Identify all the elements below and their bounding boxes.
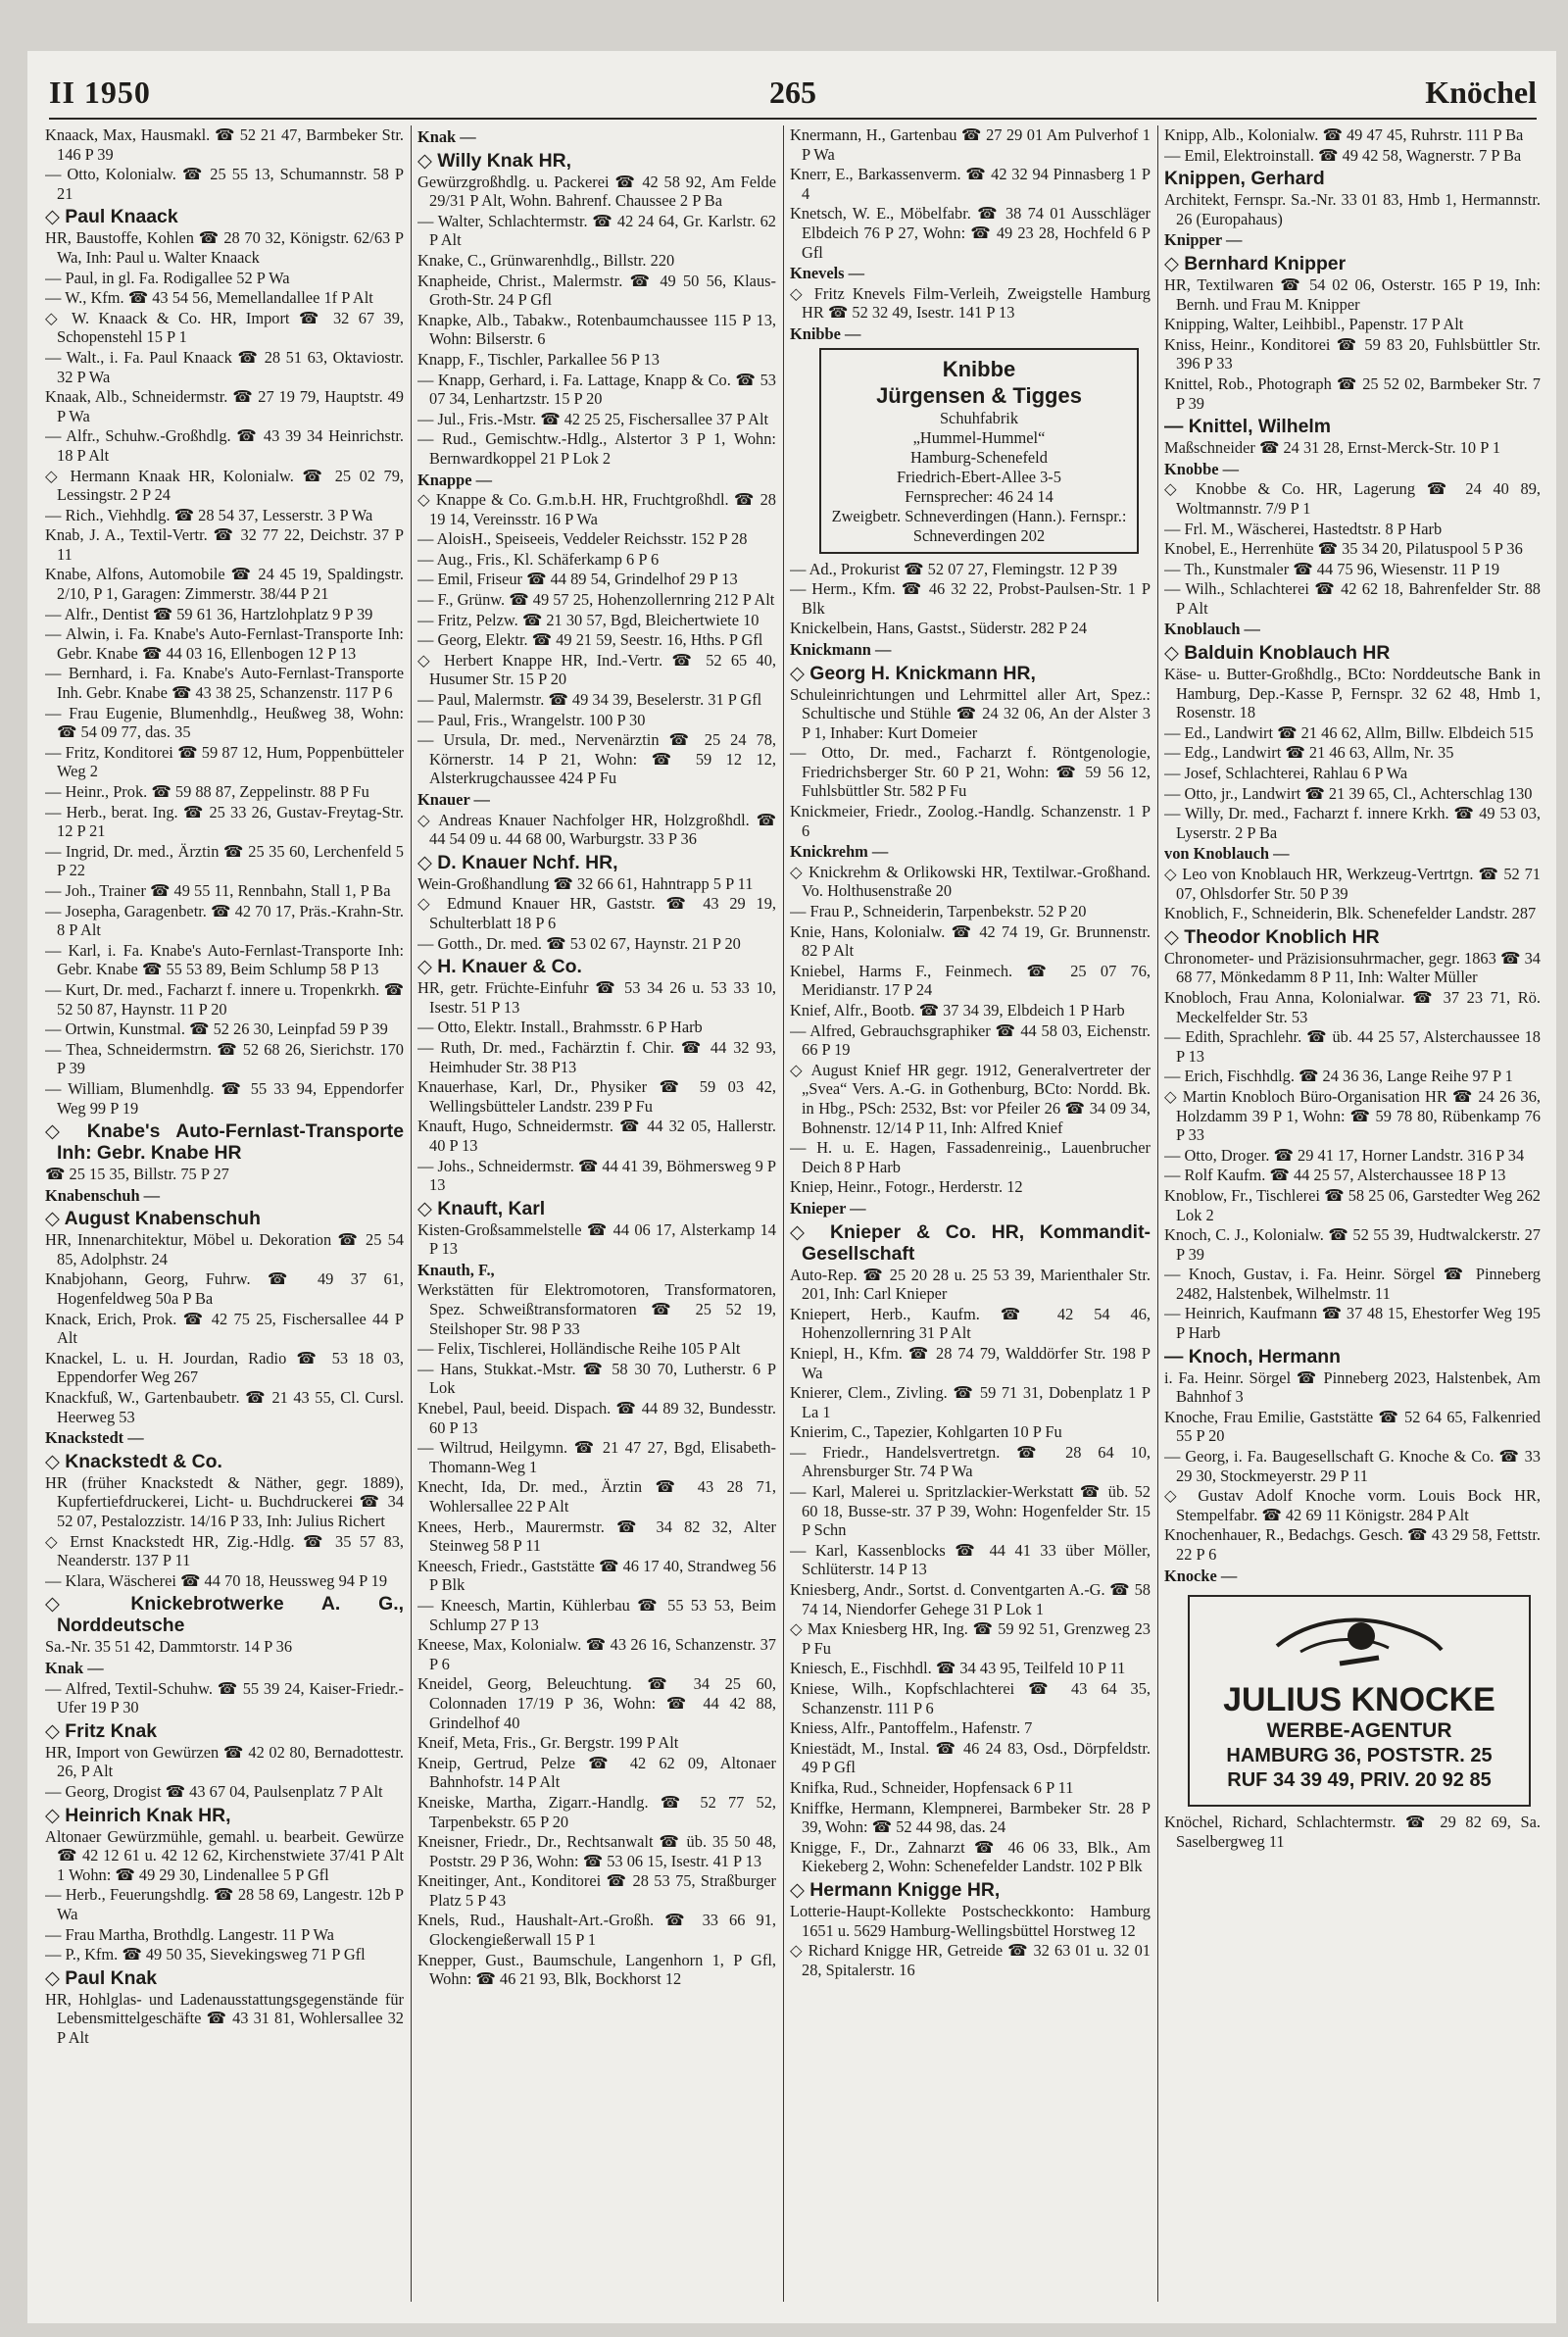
ad-line: Knibbe [942,356,1016,381]
directory-entry: — Knoch, Gustav, i. Fa. Heinr. Sörgel ☎ Pinneberg 2482, Halstenbek, Wilhelmstr. 11 [1164,1265,1541,1303]
directory-entry: — Paul, Fris., Wrangelstr. 100 P 30 [417,710,646,729]
bold-listing: ◇ H. Knauer & Co. [417,956,582,978]
directory-entry: — Wilh., Schlachterei ☎ 42 62 18, Bahrenfelder Str. 88 P Alt [1164,579,1541,618]
directory-entry: Knabjohann, Georg, Fuhrw. ☎ 49 37 61, Hogenfeldweg 50a P Ba [45,1269,404,1309]
directory-entry: ☎ 25 15 35, Billstr. 75 P 27 [45,1165,229,1184]
directory-entry: Kneidel, Georg, Beleuchtung. ☎ 34 25 60, Colonnaden 17/19 P 36, Wohn: ☎ 44 42 88, Grindelhof 40 [417,1674,776,1732]
directory-entry: Knab, J. A., Textil-Vertr. ☎ 32 77 22, Deichstr. 37 P 11 [45,525,404,564]
directory-entry: Kneisner, Friedr., Dr., Rechtsanwalt ☎ üb. 35 50 48, Poststr. 29 P 36, Wohn: ☎ 53 06 15, Isestr. 41 P 13 [417,1832,776,1870]
directory-entry: Wein-Großhandlung ☎ 32 66 61, Hahntrapp 5 P 11 [417,873,754,893]
directory-entry: — Felix, Tischlerei, Holländische Reihe 105 P Alt [417,1339,741,1359]
directory-entry: — Johs., Schneidermstr. ☎ 44 41 39, Böhmersweg 9 P 13 [417,1156,776,1195]
directory-entry: — Kurt, Dr. med., Facharzt f. innere u. Tropenkrkh. ☎ 52 50 87, Haynstr. 11 P 20 [45,979,404,1019]
directory-entry: Auto-Rep. ☎ 25 20 28 u. 25 53 39, Marienthaler Str. 201, Inh: Carl Knieper [790,1265,1151,1304]
surname-heading: Knauth, F., [417,1260,495,1279]
surname-heading: Knocke — [1164,1566,1238,1585]
bold-listing: ◇ Knackstedt & Co. [45,1450,222,1472]
directory-entry: — Wiltrud, Heilgymn. ☎ 21 47 27, Bgd, Elisabeth-Thomann-Weg 1 [417,1438,776,1476]
page-header [49,73,1537,120]
directory-entry: Kneese, Max, Kolonialw. ☎ 43 26 16, Schanzenstr. 37 P 6 [417,1635,776,1673]
bold-listing: ◇ Knieper & Co. HR, Kommandit-Gesellschaft [790,1220,1151,1265]
directory-entry: — H. u. E. Hagen, Fassadenreinig., Lauenbrucher Deich 8 P Harb [790,1138,1151,1176]
directory-entry: HR, getr. Früchte-Einfuhr ☎ 53 34 26 u. 53 33 10, Isestr. 51 P 13 [417,978,776,1017]
directory-entry: — Rolf Kaufm. ☎ 44 25 57, Alsterchaussee 18 P 13 [1164,1166,1506,1185]
directory-entry: Käse- u. Butter-Großhdlg., BCto: Norddeutsche Bank in Hamburg, Dep.-Kasse P, Fernspr. 32 62 48, Hmb 1, Rosenstr. 18 [1164,665,1541,722]
bold-listing: — Knittel, Wilhelm [1164,416,1332,438]
directory-entry: — Georg, Drogist ☎ 43 67 04, Paulsenplatz 7 P Alt [45,1781,383,1801]
directory-entry: ◇ Knickrehm & Orlikowski HR, Textilwar.-Großhand. Vo. Holthusenstraße 20 [790,862,1151,901]
ad-line: Jürgensen & Tigges [876,382,1082,408]
directory-entry: — Joh., Trainer ☎ 49 55 11, Rennbahn, Stall 1, P Ba [45,880,391,900]
directory-entry: Schuleinrichtungen und Lehrmittel aller Art, Spez.: Schultische und Stühle ☎ 24 32 06, An der Alster 3 P 1, Inhaber: Kurt Domeier [790,684,1151,742]
directory-entry: — Otto, Droger. ☎ 29 41 17, Horner Landstr. 316 P 34 [1164,1145,1525,1165]
directory-entry: — Ursula, Dr. med., Nervenärztin ☎ 25 24 78, Körnerstr. 14 P 21, Wohn: ☎ 59 12 12, Alsterkrugchaussee 424 P Fu [417,730,776,788]
directory-entry: HR, Baustoffe, Kohlen ☎ 28 70 32, Königstr. 62/63 P Wa, Inh: Paul u. Walter Knaack [45,228,404,267]
directory-entry: — Ed., Landwirt ☎ 21 46 62, Allm, Billw. Elbdeich 515 [1164,722,1534,742]
directory-entry: — Klara, Wäscherei ☎ 44 70 18, Heussweg 94 P 19 [45,1570,388,1590]
directory-entry: Knipping, Walter, Leihbibl., Papenstr. 17 P Alt [1164,315,1464,334]
directory-entry: — Bernhard, i. Fa. Knabe's Auto-Fernlast-Transporte Inh. Gebr. Knabe ☎ 43 38 25, Schanzenstr. 117 P 6 [45,664,404,703]
directory-entry: Kniess, Alfr., Pantoffelm., Hafenstr. 7 [790,1718,1033,1738]
bold-listing: ◇ August Knabenschuh [45,1208,261,1230]
directory-entry: ◇ Leo von Knoblauch HR, Werkzeug-Vertrtgn. ☎ 52 71 07, Ohlsdorfer Str. 50 P 39 [1164,865,1541,903]
directory-entry: Kneif, Meta, Fris., Gr. Bergstr. 199 P Alt [417,1733,679,1753]
directory-entry: Kniss, Heinr., Konditorei ☎ 59 83 20, Fuhlsbüttler Str. 396 P 33 [1164,334,1541,373]
bold-listing: ◇ Heinrich Knak HR, [45,1804,231,1826]
directory-entry: Knoch, C. J., Kolonialw. ☎ 52 55 39, Hudtwalckerstr. 27 P 39 [1164,1225,1541,1264]
bold-listing: ◇ Georg H. Knickmann HR, [790,662,1036,684]
directory-entry: — Erich, Fischhdlg. ☎ 24 36 36, Lange Reihe 97 P 1 [1164,1067,1513,1086]
ad-line: JULIUS KNOCKE [1223,1681,1495,1719]
ad-line: Hamburg-Schenefeld [910,447,1048,467]
bold-listing: ◇ Balduin Knoblauch HR [1164,642,1391,665]
directory-entry: Knierim, C., Tapezier, Kohlgarten 10 P Fu [790,1422,1062,1442]
directory-entry: — Alfr., Dentist ☎ 59 61 36, Hartzlohplatz 9 P 39 [45,604,373,623]
directory-entry: Sa.-Nr. 35 51 42, Dammtorstr. 14 P 36 [45,1637,293,1657]
directory-entry: Knipp, Alb., Kolonialw. ☎ 49 47 45, Ruhrstr. 111 P Ba [1164,125,1524,144]
directory-entry: Lotterie-Haupt-Kollekte Postscheckkonto: Hamburg 1651 u. 5629 Hamburg-Wellingsbüttel Horstweg 12 [790,1901,1151,1940]
directory-entry: Knobloch, Frau Anna, Kolonialwar. ☎ 37 23 71, Rö. Meckelfelder Str. 53 [1164,987,1541,1026]
directory-entry: Kisten-Großsammelstelle ☎ 44 06 17, Alsterkamp 14 P 13 [417,1219,776,1259]
directory-entry: HR, Hohlglas- und Ladenausstattungsgegenstände für Lebensmittelgeschäfte ☎ 43 31 81, Wohlersallee 32 P Alt [45,1989,404,2047]
knocke-advertisement [1188,1595,1531,1807]
bold-listing: Knippen, Gerhard [1164,168,1325,190]
directory-entry: — Otto, Elektr. Install., Brahmsstr. 6 P Harb [417,1018,703,1037]
directory-entry: — Friedr., Handelsvertretgn. ☎ 28 64 10, Ahrensburger Str. 74 P Wa [790,1442,1151,1481]
directory-entry: — Aug., Fris., Kl. Schäferkamp 6 P 6 [417,549,660,569]
directory-entry: — Emil, Friseur ☎ 44 89 54, Grindelhof 29 P 13 [417,570,738,589]
directory-entry: Knermann, H., Gartenbau ☎ 27 29 01 Am Pulverhof 1 P Wa [790,125,1151,164]
directory-entry: Knerr, E., Barkassenverm. ☎ 42 32 94 Pinnasberg 1 P 4 [790,165,1151,203]
directory-entry: Knigge, F., Dr., Zahnarzt ☎ 46 06 33, Blk., Am Kiekeberg 2, Wohn: Schenefelder Landstr. 102 P Blk [790,1837,1151,1876]
bold-listing: ◇ Knauft, Karl [417,1197,546,1219]
surname-heading: Knauer — [417,790,490,809]
directory-entry: Knobel, E., Herrenhüte ☎ 35 34 20, Pilatuspool 5 P 36 [1164,539,1523,559]
columns-area [45,125,1541,2312]
column-2 [417,125,776,2302]
directory-entry: ◇ Edmund Knauer HR, Gaststr. ☎ 43 29 19, Schulterblatt 18 P 6 [417,894,776,932]
surname-heading: Knak — [417,127,476,146]
column-divider [411,125,412,2302]
directory-entry: Kniffke, Hermann, Klempnerei, Barmbeker Str. 28 P 39, Wohn: ☎ 52 44 98, das. 24 [790,1798,1151,1837]
directory-entry: — Frau P., Schneiderin, Tarpenbekstr. 52 P 20 [790,902,1087,921]
directory-entry: — AloisH., Speiseeis, Veddeler Reichsstr. 152 P 28 [417,529,748,549]
directory-entry: ◇ Knobbe & Co. HR, Lagerung ☎ 24 40 89, Woltmannstr. 7/9 P 1 [1164,479,1541,518]
directory-entry: ◇ Gustav Adolf Knoche vorm. Louis Bock HR, Stempelfabr. ☎ 42 69 11 Königstr. 284 P Alt [1164,1486,1541,1524]
directory-entry: Knackfuß, W., Gartenbaubetr. ☎ 21 43 55, Cl. Cursl. Heerweg 53 [45,1388,404,1426]
ad-line: Schuhfabrik [939,408,1019,427]
directory-entry: — Karl, Malerei u. Spritzlackier-Werkstatt ☎ üb. 52 60 18, Busse-str. 37 P 39, Wohn: Hogenfelder Str. 15 P Schn [790,1482,1151,1540]
bold-listing: ◇ Theodor Knoblich HR [1164,925,1380,948]
directory-entry: ◇ Richard Knigge HR, Getreide ☎ 32 63 01 u. 32 01 28, Spitalerstr. 16 [790,1941,1151,1979]
directory-entry: — Alfred, Textil-Schuhw. ☎ 55 39 24, Kaiser-Friedr.-Ufer 19 P 30 [45,1678,404,1717]
directory-entry: Knaack, Max, Hausmakl. ☎ 52 21 47, Barmbeker Str. 146 P 39 [45,125,404,164]
directory-entry: Knack, Erich, Prok. ☎ 42 75 25, Fischersallee 44 P Alt [45,1309,404,1348]
column-3 [790,125,1151,2302]
directory-entry: — Jul., Fris.-Mstr. ☎ 42 25 25, Fischersallee 37 P Alt [417,409,769,428]
directory-entry: Knabe, Alfons, Automobile ☎ 24 45 19, Spaldingstr. 2/10, P 1, Garagen: Zimmerstr. 38/44 P 21 [45,565,404,604]
directory-entry: — Alfred, Gebrauchsgraphiker ☎ 44 58 03, Eichenstr. 66 P 19 [790,1020,1151,1060]
directory-entry: — Josef, Schlachterei, Rahlau 6 P Wa [1164,764,1408,783]
directory-entry: — Frau Eugenie, Blumenhdlg., Heußweg 38, Wohn: ☎ 54 09 77, das. 35 [45,703,404,742]
directory-entry: Knetsch, W. E., Möbelfabr. ☎ 38 74 01 Ausschläger Elbdeich 76 P 27, Wohn: ☎ 49 23 28, Hochfeld 6 P Gfl [790,204,1151,262]
directory-entry: — Josepha, Garagenbetr. ☎ 42 70 17, Präs.-Krahn-Str. 8 P Alt [45,901,404,940]
directory-entry: Kniesch, E., Fischhdl. ☎ 34 43 95, Teilfeld 10 P 11 [790,1659,1126,1678]
ad-line: WERBE-AGENTUR [1266,1719,1452,1743]
directory-entry: — Paul, Malermstr. ☎ 49 34 39, Beselerstr. 31 P Gfl [417,690,762,710]
directory-entry: Kniese, Wilh., Kopfschlachterei ☎ 43 64 35, Schanzenstr. 111 P 6 [790,1679,1151,1717]
directory-entry: Knierer, Clem., Zivling. ☎ 59 71 31, Dobenplatz 1 P La 1 [790,1383,1151,1421]
directory-entry: Knickmeier, Friedr., Zoolog.-Handlg. Schanzenstr. 1 P 6 [790,802,1151,840]
ad-line: Friedrich-Ebert-Allee 3-5 [897,467,1061,486]
directory-entry: Werkstätten für Elektromotoren, Transformatoren, Spez. Schweißtransformatoren ☎ 25 52 19, Steilshoper Str. 98 P 33 [417,1280,776,1338]
directory-entry: — Heinrich, Kaufmann ☎ 37 48 15, Ehestorfer Weg 195 P Harb [1164,1304,1541,1343]
directory-entry: ◇ Ernst Knackstedt HR, Zig.-Hdlg. ☎ 35 57 83, Neanderstr. 137 P 11 [45,1531,404,1570]
directory-entry: Knie, Hans, Kolonialw. ☎ 42 74 19, Gr. Brunnenstr. 82 P Alt [790,921,1151,961]
ad-line: „Hummel-Hummel“ [912,427,1046,447]
directory-entry: Kneesch, Friedr., Gaststätte ☎ 46 17 40, Strandweg 56 P Blk [417,1556,776,1595]
surname-heading: Knoblauch — [1164,620,1260,639]
directory-entry: — Otto, Kolonialw. ☎ 25 55 13, Schumannstr. 58 P 21 [45,165,404,203]
directory-entry: i. Fa. Heinr. Sörgel ☎ Pinneberg 2023, Halstenbek, Am Bahnhof 3 [1164,1367,1541,1407]
directory-entry: — Fritz, Konditorei ☎ 59 87 12, Hum, Poppenbütteler Weg 2 [45,742,404,781]
directory-entry: Gewürzgroßhdlg. u. Packerei ☎ 42 58 92, Am Felde 29/31 P Alt, Wohn. Bahrenf. Chaussee 2 P Ba [417,172,776,211]
directory-entry: HR (früher Knackstedt & Näther, gegr. 1889), Kupfertiefdruckerei, Licht- u. Buchdruckerei ☎ 34 52 07, Pestalozzistr. 14/16 P 33, Inh: Julius Richert [45,1472,404,1530]
volume-year: II 1950 [49,75,151,110]
boxed-advertisement [819,348,1139,554]
directory-entry: — William, Blumenhdlg. ☎ 55 33 94, Eppendorfer Weg 99 P 19 [45,1078,404,1118]
column-4 [1164,125,1541,2302]
directory-entry: — Rich., Viehhdlg. ☎ 28 54 37, Lesserstr. 3 P Wa [45,505,373,524]
column-1 [45,125,404,2302]
directory-entry: Knels, Rud., Haushalt-Art.-Großh. ☎ 33 66 91, Glockengießerwall 15 P 1 [417,1911,776,1950]
directory-entry: Knöchel, Richard, Schlachtermstr. ☎ 29 82 69, Sa. Saselbergweg 11 [1164,1813,1541,1851]
directory-entry: Knebel, Paul, beeid. Dispach. ☎ 44 89 32, Bundesstr. 60 P 13 [417,1399,776,1437]
surname-heading: Knobbe — [1164,459,1240,478]
directory-entry: Kneitinger, Ant., Konditorei ☎ 28 53 75, Straßburger Platz 5 P 43 [417,1871,776,1910]
directory-page [27,51,1556,2323]
surname-heading: Knak — [45,1658,104,1677]
directory-entry: ◇ Herbert Knappe HR, Ind.-Vertr. ☎ 52 65 40, Husumer Str. 15 P 20 [417,650,776,689]
directory-entry: HR, Import von Gewürzen ☎ 42 02 80, Bernadottestr. 26, P Alt [45,1742,404,1781]
directory-entry: — Hans, Stukkat.-Mstr. ☎ 58 30 70, Lutherstr. 6 P Lok [417,1359,776,1398]
directory-entry: Knake, C., Grünwarenhdlg., Billstr. 220 [417,250,675,270]
surname-heading: Knappe — [417,470,493,489]
directory-entry: Knittel, Rob., Photograph ☎ 25 52 02, Barmbeker Str. 7 P 39 [1164,373,1541,413]
directory-entry: — Edith, Sprachlehr. ☎ üb. 44 25 57, Alsterchaussee 18 P 13 [1164,1027,1541,1066]
directory-entry: — Emil, Elektroinstall. ☎ 49 42 58, Wagnerstr. 7 P Ba [1164,145,1522,165]
directory-entry: — Walter, Schlachtermstr. ☎ 42 24 64, Gr. Karlstr. 62 P Alt [417,211,776,250]
directory-entry: ◇ Andreas Knauer Nachfolger HR, Holzgroßhdl. ☎ 44 54 09 u. 44 68 00, Warburgstr. 33 P 36 [417,810,776,849]
directory-entry: Knauft, Hugo, Schneidermstr. ☎ 44 32 05, Hallerstr. 40 P 13 [417,1117,776,1155]
bold-listing: — Knoch, Hermann [1164,1345,1341,1367]
directory-entry: — Ingrid, Dr. med., Ärztin ☎ 25 35 60, Lerchenfeld 5 P 22 [45,841,404,880]
sign-writer-hand-icon [1271,1607,1447,1675]
directory-entry: Knifka, Rud., Schneider, Hopfensack 6 P 11 [790,1777,1074,1797]
directory-entry: — Herb., Feuerungshdlg. ☎ 28 58 69, Langestr. 12b P Wa [45,1885,404,1923]
surname-heading: Knickrehm — [790,842,889,862]
directory-entry: Knapp, F., Tischler, Parkallee 56 P 13 [417,349,660,369]
directory-entry: ◇ Martin Knobloch Büro-Organisation HR ☎ 24 26 36, Holzdamm 39 P 1, Wohn: ☎ 59 78 80, Rübenkamp 76 P 33 [1164,1086,1541,1145]
surname-heading: Knevels — [790,264,865,283]
directory-entry: — Karl, i. Fa. Knabe's Auto-Fernlast-Transporte Inh: Gebr. Knabe ☎ 55 53 89, Beim Schlump 58 P 13 [45,940,404,979]
bold-listing: ◇ Hermann Knigge HR, [790,1878,1001,1901]
directory-entry: Knaak, Alb., Schneidermstr. ☎ 27 19 79, Hauptstr. 49 P Wa [45,387,404,425]
bold-listing: ◇ Fritz Knak [45,1719,158,1742]
directory-entry: Knoblich, F., Schneiderin, Blk. Schenefelder Landstr. 287 [1164,904,1537,923]
directory-entry: ◇ August Knief HR gegr. 1912, Generalvertreter der „Svea“ Vers. A.-G. in Gothenburg, BCto: Nordd. Bk. in Hbg., PSch: 2532, Bst: vor Pfeiler 26 ☎ 34 09 34, Bohnenstr. 12/14 P 11, Inh: Alfred Knief [790,1060,1151,1137]
running-head: Knöchel [1425,75,1537,110]
bold-listing: ◇ Willy Knak HR, [417,149,571,172]
directory-entry: — Herb., berat. Ing. ☎ 25 33 26, Gustav-Freytag-Str. 12 P 21 [45,802,404,841]
directory-entry: Knickelbein, Hans, Gastst., Süderstr. 282 P 24 [790,619,1088,638]
ad-line: Zweigbetr. Schneverdingen (Hann.). Fernspr.: Schneverdingen 202 [831,506,1127,545]
directory-entry: HR, Innenarchitektur, Möbel u. Dekoration ☎ 25 54 85, Adolphstr. 24 [45,1230,404,1268]
directory-entry: — Edg., Landwirt ☎ 21 46 63, Allm, Nr. 35 [1164,743,1454,763]
directory-entry: Maßschneider ☎ 24 31 28, Ernst-Merck-Str. 10 P 1 [1164,438,1501,458]
directory-entry: — P., Kfm. ☎ 49 50 35, Sievekingsweg 71 P Gfl [45,1945,366,1964]
directory-entry: Chronometer- und Präzisionsuhrmacher, gegr. 1863 ☎ 34 68 77, Mönkedamm 8 P 11, Inh: Walter Müller [1164,948,1541,987]
directory-entry: Architekt, Fernspr. Sa.-Nr. 33 01 83, Hmb 1, Hermannstr. 26 (Europahaus) [1164,190,1541,228]
directory-entry: — Ad., Prokurist ☎ 52 07 27, Flemingstr. 12 P 39 [790,559,1117,578]
directory-entry: — Alfr., Schuhw.-Großhdlg. ☎ 43 39 34 Heinrichstr. 18 P Alt [45,426,404,465]
directory-entry: — Willy, Dr. med., Facharzt f. innere Krkh. ☎ 49 53 03, Lyserstr. 2 P Ba [1164,804,1541,842]
directory-entry: Altonaer Gewürzmühle, gemahl. u. bearbeit. Gewürze ☎ 42 12 61 u. 42 12 62, Kirchenstwiete 37/41 P Alt 1 Wohn: ☎ 49 29 30, Lindenallee 5 P Gfl [45,1826,404,1884]
directory-entry: — Knapp, Gerhard, i. Fa. Lattage, Knapp & Co. ☎ 53 07 34, Lenhartzstr. 15 P 20 [417,370,776,409]
directory-entry: — Walt., i. Fa. Paul Knaack ☎ 28 51 63, Oktaviostr. 32 P Wa [45,347,404,386]
directory-entry: Knochenhauer, R., Bedachgs. Gesch. ☎ 43 29 58, Fettstr. 22 P 6 [1164,1525,1541,1564]
directory-entry: — Karl, Kassenblocks ☎ 44 41 33 über Möller, Schlüterstr. 14 P 13 [790,1540,1151,1579]
directory-entry: — Ruth, Dr. med., Fachärztin f. Chir. ☎ 44 32 93, Heimhuder Str. 38 P13 [417,1037,776,1076]
directory-entry: — Frl. M., Wäscherei, Hastedtstr. 8 P Harb [1164,519,1443,538]
column-divider [1157,125,1158,2302]
column-divider [783,125,784,2302]
directory-entry: — Ortwin, Kunstmal. ☎ 52 26 30, Leinpfad 59 P 39 [45,1019,388,1039]
directory-entry: — Rud., Gemischtw.-Hdlg., Alstertor 3 P 1, Wohn: Bernwardkoppel 21 P Lok 2 [417,429,776,468]
directory-entry: Knapke, Alb., Tabakw., Rotenbaumchaussee 115 P 13, Wohn: Bilserstr. 6 [417,310,776,349]
directory-entry: ◇ Knappe & Co. G.m.b.H. HR, Fruchtgroßhdl. ☎ 28 19 14, Vereinsstr. 16 P Wa [417,490,776,528]
directory-entry: ◇ W. Knaack & Co. HR, Import ☎ 32 67 39, Schopenstehl 15 P 1 [45,308,404,347]
directory-entry: Knauerhase, Karl, Dr., Physiker ☎ 59 03 42, Wellingsbütteler Landstr. 239 P Fu [417,1077,776,1116]
directory-entry: — Frau Martha, Brothdlg. Langestr. 11 P Wa [45,1924,334,1944]
directory-entry: HR, Textilwaren ☎ 54 02 06, Osterstr. 165 P 19, Inh: Bernh. und Frau M. Knipper [1164,274,1541,314]
bold-listing: ◇ Knabe's Auto-Fernlast-Transporte Inh: Gebr. Knabe HR [45,1120,404,1165]
ad-line: Fernsprecher: 46 24 14 [905,486,1054,506]
directory-entry: Knees, Herb., Maurermstr. ☎ 34 82 32, Alter Steinweg 58 P 11 [417,1517,776,1556]
bold-listing: ◇ Knickebrotwerke A. G., Norddeutsche [45,1593,404,1637]
bold-listing: ◇ D. Knauer Nchf. HR, [417,851,618,873]
ad-line: RUF 34 39 49, PRIV. 20 92 85 [1227,1769,1492,1792]
directory-entry: Knief, Alfr., Bootb. ☎ 37 34 39, Elbdeich 1 P Harb [790,1001,1125,1019]
directory-entry: — Alwin, i. Fa. Knabe's Auto-Fernlast-Transporte Inh: Gebr. Knabe ☎ 44 03 16, Ellenbogen 12 P 13 [45,624,404,663]
surname-heading: Knieper — [790,1198,866,1218]
directory-entry: ◇ Hermann Knaak HR, Kolonialw. ☎ 25 02 79, Lessingstr. 2 P 24 [45,466,404,505]
page-number: 265 [769,75,816,110]
directory-entry: — Kneesch, Martin, Kühlerbau ☎ 55 53 53, Beim Schlump 27 P 13 [417,1595,776,1634]
directory-entry: — W., Kfm. ☎ 43 54 56, Memellandallee 1f P Alt [45,288,373,308]
directory-entry: — F., Grünw. ☎ 49 57 25, Hohenzollernring 212 P Alt [417,590,775,610]
directory-entry: — Thea, Schneidermstrn. ☎ 52 68 26, Sierichstr. 170 P 39 [45,1039,404,1078]
directory-entry: — Otto, Dr. med., Facharzt f. Röntgenologie, Friedrichsberger Str. 60 P 21, Wohn: ☎ 59 56 12, Fuhlsbüttler Str. 582 P Fu [790,743,1151,801]
directory-entry: — Th., Kunstmaler ☎ 44 75 96, Wiesenstr. 11 P 19 [1164,559,1500,578]
directory-entry: — Otto, jr., Landwirt ☎ 21 39 65, Cl., Achterschlag 130 [1164,783,1533,803]
bold-listing: ◇ Bernhard Knipper [1164,252,1347,274]
directory-entry: Kneiske, Martha, Zigarr.-Handlg. ☎ 52 77 52, Tarpenbekstr. 65 P 20 [417,1792,776,1831]
directory-entry: — Paul, in gl. Fa. Rodigallee 52 P Wa [45,268,290,287]
directory-entry: Kniebel, Harms F., Feinmech. ☎ 25 07 76, Meridianstr. 17 P 24 [790,961,1151,1000]
directory-entry: Kniesberg, Andr., Sortst. d. Conventgarten A.-G. ☎ 58 74 14, Niendorfer Gehege 31 P Lok 1 [790,1580,1151,1618]
directory-entry: Knepper, Gust., Baumschule, Langenhorn 1, P Gfl, Wohn: ☎ 46 21 93, Blk, Bockhorst 12 [417,1950,776,1989]
directory-entry: Kniepl, H., Kfm. ☎ 28 74 79, Walddörfer Str. 198 P Wa [790,1343,1151,1382]
directory-entry: ◇ Fritz Knevels Film-Verleih, Zweigstelle Hamburg HR ☎ 52 32 49, Isestr. 141 P 13 [790,283,1151,323]
ad-line: HAMBURG 36, POSTSTR. 25 [1226,1745,1493,1767]
directory-entry: Kniep, Heinr., Fotogr., Herderstr. 12 [790,1177,1023,1197]
directory-entry: Kneip, Gertrud, Pelze ☎ 42 62 09, Altonaer Bahnhofstr. 14 P Alt [417,1753,776,1792]
surname-heading: Knackstedt — [45,1428,144,1448]
directory-entry: — Georg, Elektr. ☎ 49 21 59, Seestr. 16, Hths. P Gfl [417,630,763,650]
directory-entry: Knackel, L. u. H. Jourdan, Radio ☎ 53 18 03, Eppendorfer Weg 267 [45,1348,404,1387]
directory-entry: Knoche, Frau Emilie, Gaststätte ☎ 52 64 65, Falkenried 55 P 20 [1164,1407,1541,1446]
bold-listing: ◇ Paul Knaack [45,206,178,228]
surname-heading: von Knoblauch — [1164,844,1290,864]
directory-entry: — Heinr., Prok. ☎ 59 88 87, Zeppelinstr. 88 P Fu [45,782,369,801]
directory-entry: — Herm., Kfm. ☎ 46 32 22, Probst-Paulsen-Str. 1 P Blk [790,579,1151,618]
directory-entry: — Fritz, Pelzw. ☎ 21 30 57, Bgd, Bleichertwiete 10 [417,610,760,629]
surname-heading: Knickmann — [790,639,892,659]
surname-heading: Knipper — [1164,230,1243,250]
directory-entry: ◇ Max Kniesberg HR, Ing. ☎ 59 92 51, Grenzweg 23 P Fu [790,1619,1151,1658]
directory-entry: — Georg, i. Fa. Baugesellschaft G. Knoche & Co. ☎ 33 29 30, Stockmeyerstr. 29 P 11 [1164,1447,1541,1485]
surname-heading: Knabenschuh — [45,1185,161,1205]
directory-entry: — Gotth., Dr. med. ☎ 53 02 67, Haynstr. 21 P 20 [417,933,741,953]
surname-heading: Knibbe — [790,323,861,343]
directory-entry: Knoblow, Fr., Tischlerei ☎ 58 25 06, Garstedter Weg 262 Lok 2 [1164,1185,1541,1224]
directory-entry: Knecht, Ida, Dr. med., Ärztin ☎ 43 28 71, Wohlersallee 22 P Alt [417,1477,776,1516]
directory-entry: Knapheide, Christ., Malermstr. ☎ 49 50 56, Klaus-Groth-Str. 24 P Gfl [417,271,776,310]
directory-entry: Kniestädt, M., Instal. ☎ 46 24 83, Osd., Dörpfeldstr. 49 P Gfl [790,1738,1151,1777]
bold-listing: ◇ Paul Knak [45,1966,158,1989]
directory-entry: Kniepert, Herb., Kaufm. ☎ 42 54 46, Hohenzollernring 31 P Alt [790,1304,1151,1343]
